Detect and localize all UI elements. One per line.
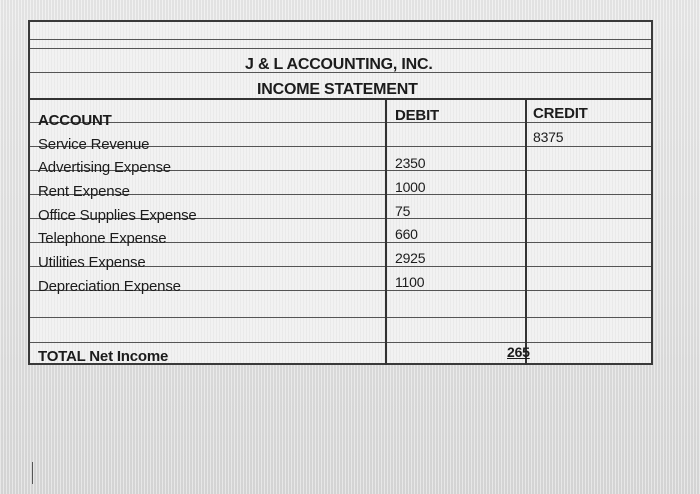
account-label: Telephone Expense [38,230,167,247]
account-label: Depreciation Expense [38,278,181,295]
row-divider [30,342,651,343]
debit-header: DEBIT [395,107,440,124]
row-divider [30,39,651,40]
debit-cell: 1000 [395,179,426,195]
row-divider [30,122,651,123]
debit-cell: 75 [395,203,411,219]
account-label: Office Supplies Expense [38,207,197,224]
credit-header: CREDIT [533,105,588,122]
account-label: Advertising Expense [38,159,171,176]
debit-cell: 2350 [395,155,426,171]
statement-title: INCOME STATEMENT [257,81,418,98]
column-divider [385,98,387,365]
company-name: J & L ACCOUNTING, INC. [245,56,433,73]
account-header: ACCOUNT [38,112,112,129]
account-label: Utilities Expense [38,254,146,271]
total-label: TOTAL Net Income [38,348,169,365]
row-divider [30,317,651,318]
account-label: Service Revenue [38,136,150,153]
text-cursor [32,462,33,484]
debit-cell: 1100 [395,274,425,290]
debit-cell: 660 [395,226,418,242]
row-divider [30,48,651,49]
credit-cell: 8375 [533,129,564,145]
net-income-value: 265 [507,344,530,360]
column-divider [525,98,527,365]
income-statement-table [28,20,653,365]
account-label: Rent Expense [38,183,130,200]
debit-cell: 2925 [395,250,426,266]
